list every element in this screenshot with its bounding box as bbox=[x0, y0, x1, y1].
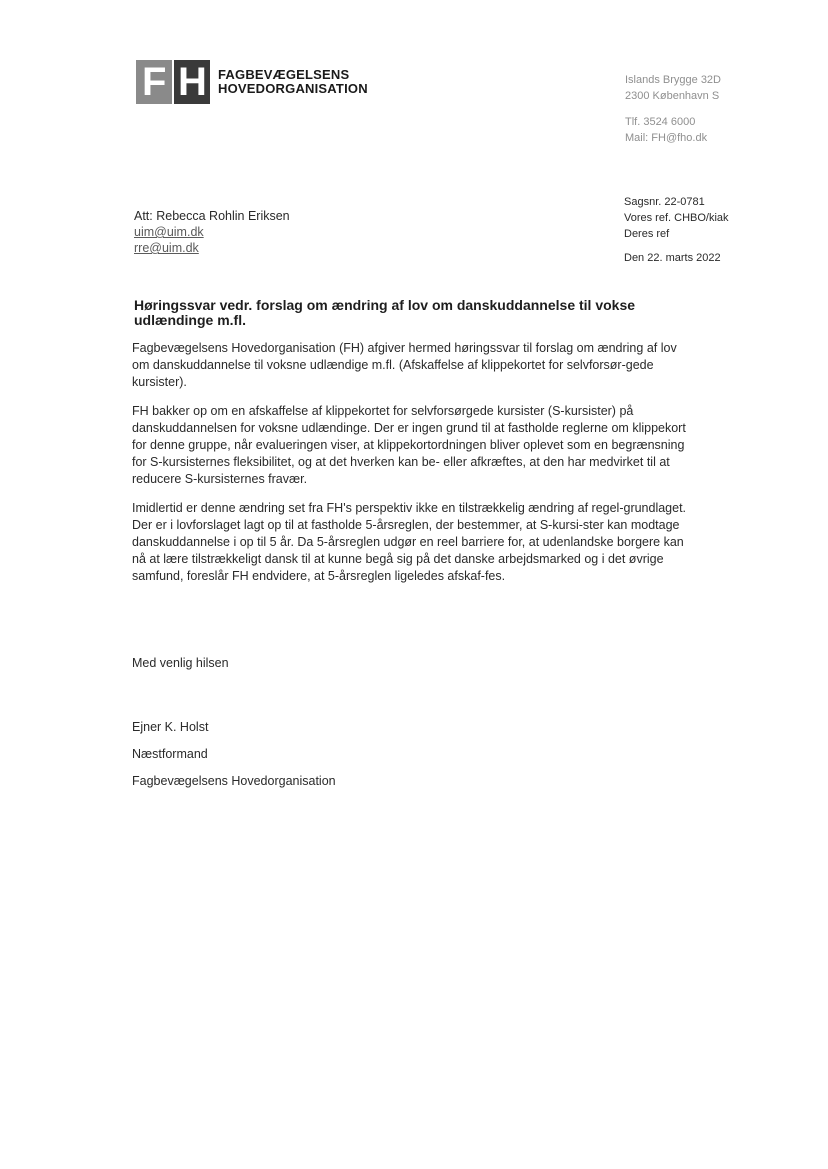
address-city: 2300 København S bbox=[625, 90, 720, 102]
address-phone: Tlf. 3524 6000 bbox=[625, 116, 696, 128]
address-mail: Mail: FH@fho.dk bbox=[625, 132, 708, 144]
letter-subject: Høringssvar vedr. forslag om ændring af lov om danskuddannelse til vokse udlændinge m.fl. bbox=[134, 297, 636, 328]
our-reference: Vores ref. CHBO/kiak bbox=[624, 212, 729, 224]
org-name-line1: FAGBEVÆGELSENS bbox=[218, 67, 350, 82]
case-number: Sagsnr. 22-0781 bbox=[624, 196, 705, 208]
recipient-email-2[interactable]: rre@uim.dk bbox=[134, 241, 199, 255]
paragraph-3: Imidlertid er denne ændring set fra FH's perspektiv ikke en tilstrækkelig ændring af regel-grundlaget. Der er i lovforslaget lagt op til at fastholde 5-årsreglen, der bestemmer, at S-kursi-ster kan modtage danskuddannelse i op til 5 år. Da 5-årsreglen udgør en reel barriere for, at udenlandske borgere kan nå at lære tilstrækkeligt dansk til at kunne begå sig på det danske arbejdsmarked og i det øvrige samfund, foreslår FH endvidere, at 5-årsreglen ligeledes afskaf-fes. bbox=[132, 501, 687, 583]
recipient-att: Att: Rebecca Rohlin Eriksen bbox=[134, 209, 290, 223]
fh-logo-mark bbox=[136, 60, 210, 104]
your-reference: Deres ref bbox=[624, 228, 670, 240]
fh-logo bbox=[136, 60, 368, 104]
logo-letter-f: F bbox=[142, 60, 167, 104]
paragraph-1: Fagbevægelsens Hovedorganisation (FH) afgiver hermed høringssvar til forslag om ændring af lov om danskuddannelse til voksne udlændige m.fl. (Afskaffelse af klippekortet for selvforsør-gede kursister). bbox=[132, 341, 677, 389]
reference-block bbox=[624, 194, 729, 266]
org-name-line2: HOVEDORGANISATION bbox=[218, 81, 368, 96]
address-street: Islands Brygge 32D bbox=[625, 74, 721, 86]
org-name bbox=[218, 68, 368, 96]
signature-name: Ejner K. Holst bbox=[132, 720, 209, 734]
signature-title: Næstformand bbox=[132, 747, 208, 761]
recipient-email-1[interactable]: uim@uim.dk bbox=[134, 225, 204, 239]
signature-block bbox=[132, 714, 336, 795]
paragraph-2: FH bakker op om en afskaffelse af klippekortet for selvforsørgede kursister (S-kursister) på danskuddannelsen for voksne udlændinge. Der er ingen grund til at fastholde reglerne om klippekort for denne gruppe, når evalueringen viser, at klippekortordningen bliver oplevet som en begrænsning for S-kursisternes fleksibilitet, og at det hverken kan be- eller afkræftes, at den har medvirket til at reducere S-kursisternes fravær. bbox=[132, 404, 686, 486]
logo-letter-h: H bbox=[178, 60, 207, 104]
closing-greeting: Med venlig hilsen bbox=[132, 656, 229, 670]
letter-body bbox=[132, 340, 696, 597]
signature-org: Fagbevægelsens Hovedorganisation bbox=[132, 774, 336, 788]
address-gap bbox=[625, 104, 721, 114]
sender-address bbox=[625, 72, 721, 146]
letter-date: Den 22. marts 2022 bbox=[624, 252, 721, 264]
recipient-block bbox=[134, 208, 290, 256]
